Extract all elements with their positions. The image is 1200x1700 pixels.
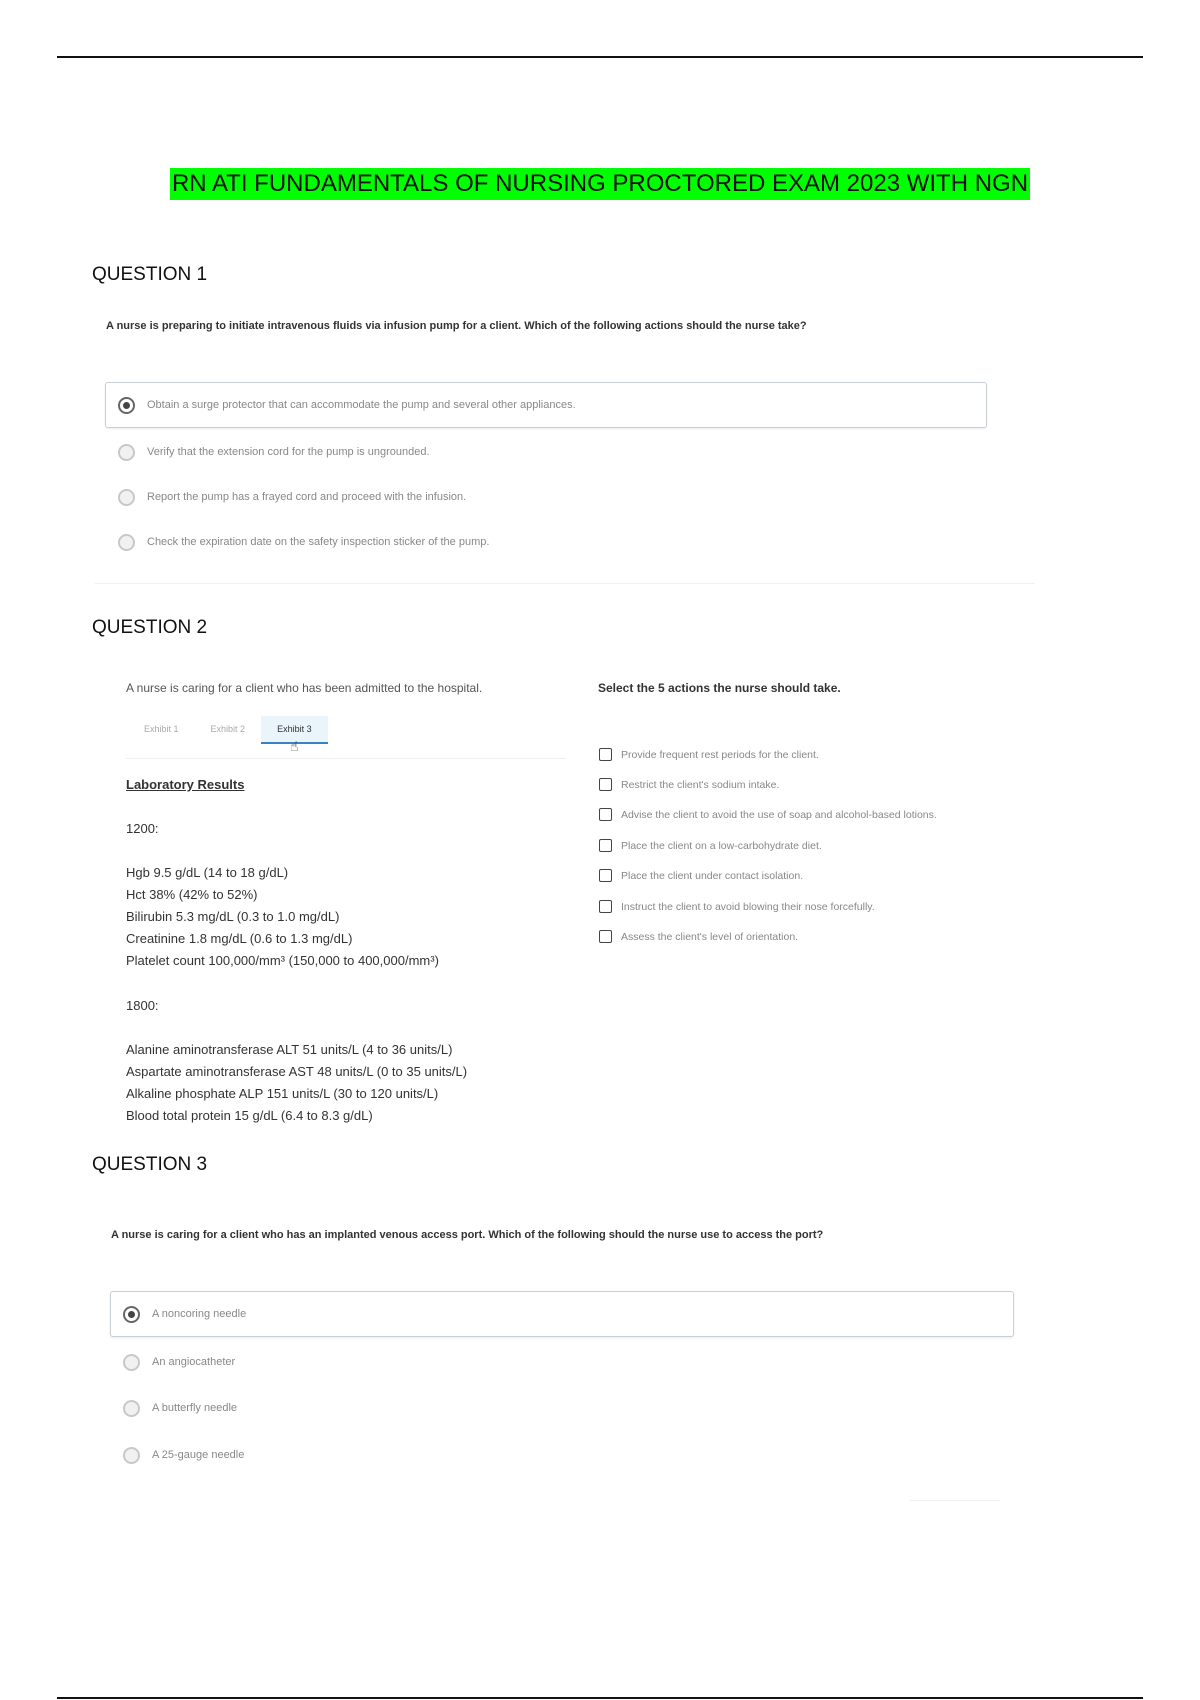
choice-2[interactable] [599,778,779,791]
choice-6[interactable] [599,900,875,913]
q3-option-3-label: A butterfly needle [152,1402,238,1414]
question3-prompt: A nurse is caring for a client who has an implanted venous access port. Which of the following should the nurse use to access the port? [111,1229,824,1241]
radio-icon[interactable] [118,534,135,551]
divider [910,1500,1000,1501]
choice-label: Instruct the client to avoid blowing their nose forcefully. [621,900,875,913]
checkbox[interactable] [599,839,612,852]
radio-icon[interactable] [123,1354,140,1371]
lab-line: Blood total protein 15 g/dL (6.4 to 8.3 g/dL) [126,1108,373,1123]
lab-line: Aspartate aminotransferase AST 48 units/L (0 to 35 units/L) [126,1064,468,1079]
lab-results-title: Laboratory Results [126,777,245,792]
q3-option-4[interactable] [110,1443,244,1467]
progress-dots [605,714,1075,722]
bottom-rule [57,1697,1143,1699]
question1-heading: QUESTION 1 [92,264,208,285]
q3-option-2[interactable] [110,1350,235,1374]
radio-icon[interactable] [118,489,135,506]
q3-option-2-label: An angiocatheter [152,1356,236,1368]
lab-line: Alkaline phosphate ALP 151 units/L (30 to 120 units/L) [126,1086,439,1101]
q1-option-3-label: Report the pump has a frayed cord and proceed with the infusion. [147,491,467,503]
question2-scenario: A nurse is caring for a client who has been admitted to the hospital. [126,681,483,695]
checkbox[interactable] [599,930,612,943]
checkbox[interactable] [599,748,612,761]
radio-selected-icon[interactable] [123,1306,140,1323]
progress-dots [112,360,982,368]
choice-label: Advise the client to avoid the use of soap and alcohol-based lotions. [621,808,937,821]
tab-exhibit-2[interactable]: Exhibit 2 [210,724,246,734]
question1-prompt: A nurse is preparing to initiate intravenous fluids via infusion pump for a client. Which of the following actions should the nurse take? [106,320,807,332]
q1-option-1-label: Obtain a surge protector that can accommodate the pump and several other appliances. [147,399,576,411]
q1-option-4-label: Check the expiration date on the safety inspection sticker of the pump. [147,536,490,548]
choice-7[interactable] [599,930,798,943]
choice-label: Restrict the client's sodium intake. [621,778,780,791]
lab-line: Hct 38% (42% to 52%) [126,887,258,902]
q1-option-2[interactable] [105,440,430,464]
question3-heading: QUESTION 3 [92,1154,208,1175]
checkbox[interactable] [599,808,612,821]
divider [95,583,1035,584]
q1-option-1[interactable] [105,382,987,428]
tab-exhibit-1[interactable]: Exhibit 1 [144,724,179,734]
lab-line: Platelet count 100,000/mm³ (150,000 to 400,000/mm³) [126,953,439,968]
choice-label: Place the client under contact isolation. [621,869,804,882]
q1-option-4[interactable] [105,530,489,554]
choice-label: Provide frequent rest periods for the client. [621,748,819,761]
q3-option-1-label: A noncoring needle [152,1308,247,1320]
lab-time-2: 1800: [126,998,159,1013]
choice-3[interactable] [599,808,937,821]
checkbox[interactable] [599,869,612,882]
q1-option-3[interactable] [105,485,466,509]
top-rule [57,56,1143,58]
radio-selected-icon[interactable] [118,397,135,414]
question2-heading: QUESTION 2 [92,617,208,638]
checkbox[interactable] [599,778,612,791]
choice-4[interactable] [599,839,822,852]
document-title: RN ATI FUNDAMENTALS OF NURSING PROCTORED EXAM 2023 WITH NGN [170,168,1030,200]
choice-label: Assess the client's level of orientation. [621,930,799,943]
lab-line: Bilirubin 5.3 mg/dL (0.3 to 1.0 mg/dL) [126,909,340,924]
q3-option-4-label: A 25-gauge needle [152,1449,245,1461]
checkbox[interactable] [599,900,612,913]
tab-divider [126,758,566,759]
radio-icon[interactable] [123,1447,140,1464]
choice-5[interactable] [599,869,803,882]
choice-label: Place the client on a low-carbohydrate diet. [621,839,822,852]
cursor-hand-icon: ☝ [290,738,299,754]
select-prompt: Select the 5 actions the nurse should take. [598,681,841,695]
q1-option-2-label: Verify that the extension cord for the pump is ungrounded. [147,446,430,458]
lab-line: Alanine aminotransferase ALT 51 units/L (4 to 36 units/L) [126,1042,453,1057]
radio-icon[interactable] [118,444,135,461]
tab-exhibit-3[interactable]: Exhibit 3 [261,716,328,744]
choice-1[interactable] [599,748,819,761]
radio-icon[interactable] [123,1400,140,1417]
q3-option-3[interactable] [110,1396,237,1420]
q3-option-1[interactable] [110,1291,1014,1337]
title-wrap [0,168,1200,200]
progress-dots [118,1268,1008,1276]
lab-line: Creatinine 1.8 mg/dL (0.6 to 1.3 mg/dL) [126,931,353,946]
lab-line: Hgb 9.5 g/dL (14 to 18 g/dL) [126,865,289,880]
lab-time-1: 1200: [126,821,159,836]
